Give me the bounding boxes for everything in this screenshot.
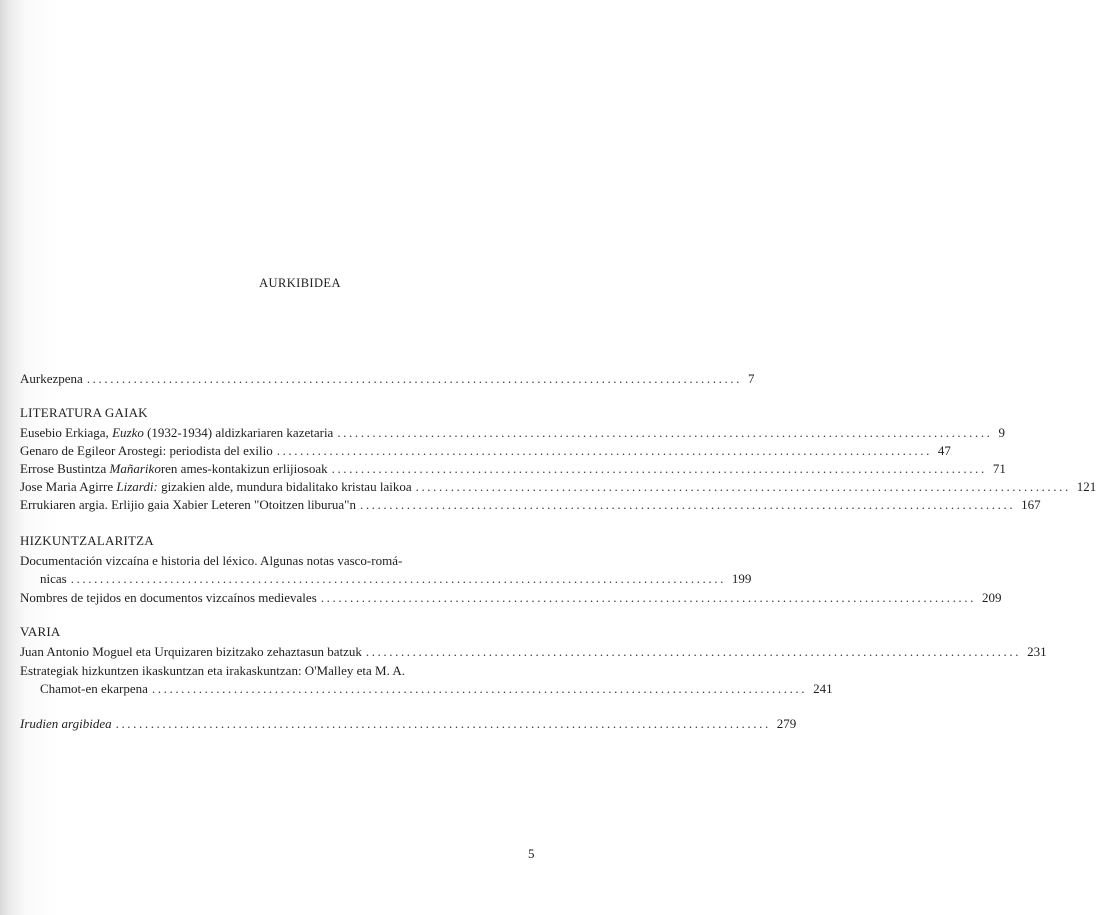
toc-entry-title: Juan Antonio Moguel eta Urquizaren bizitzako zehaztasun batzuk [20,644,362,659]
leader-dots: ................................................................................................................ [115,716,771,731]
leader-dots: ................................................................................................................ [320,590,976,605]
section-heading-hizkuntzalaritza: HIZKUNTZALARITZA [20,533,154,548]
toc-entry-tejidos[interactable] [20,589,1002,606]
toc-entry-title: Errukiaren argia. Erlijio gaia Xabier Leteren "Otoitzen liburua"n [20,497,356,512]
leader-dots: ................................................................................................................ [151,681,808,696]
toc-entry-title: Eusebio Erkiaga, Euzko (1932-1934) aldizkariaren kazetaria [20,425,334,440]
leader-dots: ................................................................................................................ [415,479,1071,494]
toc-entry-title: Jose Maria Agirre Lizardi: gizakien alde, mundura bidalitako kristau laikoa [20,479,412,494]
page-number: 5 [528,846,535,861]
section-heading-literatura: LITERATURA GAIAK [20,405,148,420]
toc-entry-irudien[interactable] [20,715,797,732]
leader-dots: ................................................................................................................ [365,644,1022,659]
toc-entry-page: 209 [981,590,1002,605]
toc-entry-title: Nombres de tejidos en documentos vizcaínos medievales [20,590,317,605]
toc-entry-aurkezpena[interactable] [20,370,755,387]
toc-entry-title: Aurkezpena [20,371,83,386]
leader-dots: ................................................................................................................ [86,371,743,386]
leader-dots: ................................................................................................................ [359,497,1016,512]
toc-entry-page: 241 [813,681,833,696]
section-heading-varia: VARIA [20,624,61,639]
toc-entry-egileor[interactable] [20,442,951,459]
toc-entry-page: 7 [748,371,755,386]
toc-entry-page: 47 [937,443,951,458]
toc-entry-title: Chamot-en ekarpena [40,681,148,696]
leader-dots: ................................................................................................................ [331,461,987,476]
leader-dots: ................................................................................................................ [337,425,993,440]
toc-entry-page: 9 [998,425,1006,440]
toc-entry-title: nicas [40,571,67,586]
toc-entry-page: 199 [731,571,752,586]
toc-entry-title: Genaro de Egileor Arostegi: periodista del exilio [20,443,273,458]
page-title: AURKIBIDEA [259,276,341,290]
toc-entry-page: 231 [1027,644,1047,659]
toc-entry-documentacion-line1[interactable]: Documentación vizcaína e historia del léxico. Algunas notas vasco-romá- [20,553,403,568]
toc-entry-title: Errose Bustintza Mañarikoren ames-kontakizun erlijiosoak [20,461,328,476]
toc-entry-documentacion[interactable] [40,570,752,587]
toc-entry-estrategiak[interactable] [40,680,833,697]
toc-entry-estrategiak-line1[interactable]: Estrategiak hizkuntzen ikaskuntzan eta irakaskuntzan: O'Malley eta M. A. [20,663,405,678]
toc-entry-page: 121 [1076,479,1096,494]
leader-dots: ................................................................................................................ [276,443,932,458]
toc-entry-bustintza[interactable] [20,460,1006,477]
toc-entry-title: Irudien argibidea [20,716,112,731]
toc-entry-page: 279 [776,716,797,731]
toc-entry-page: 71 [992,461,1006,476]
toc-entry-erkiaga[interactable] [20,424,1006,441]
toc-entry-page: 167 [1021,497,1041,512]
toc-entry-moguel[interactable] [20,643,1047,660]
leader-dots: ................................................................................................................ [70,571,726,586]
toc-entry-lizardi[interactable] [20,478,1096,495]
toc-entry-lete[interactable] [20,496,1041,513]
